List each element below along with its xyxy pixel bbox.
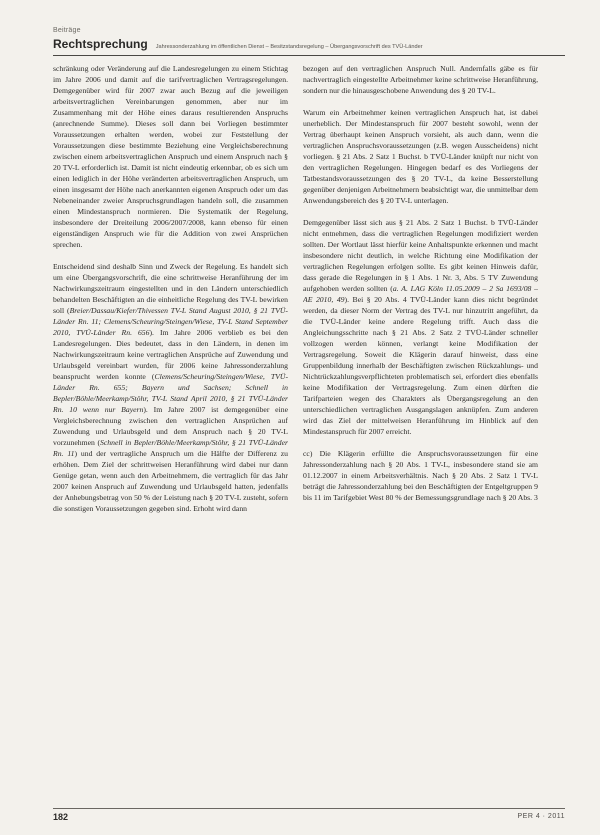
section-kicker: Beiträge (53, 27, 81, 34)
left-p2-text-b: ). Im Jahre 2006 verblieb es bei den Landesregelungen. Dies bedeutet, dass in den Ländern, in denen im Nachwirkungszeitraum keine vertraglichen Ansprüche auf Zuwendung und Urlaubsgeld vereinbart wurden, für 2006 keine Jahressonderzahlung beansprucht werden konnte ( (53, 328, 288, 381)
section-subtitle: Jahressonderzahlung im öffentlichen Dienst – Besitzstandsregelung – Übergangsvorschrift des TVÜ-Länder (155, 44, 423, 50)
left-p2-citation-2: Clemens/Scheuring/Steingen/Wiese, TVÜ-Länder Rn. 655; Bayern und Sachsen; Schnell in Bepler/Böhle/Meerkamp/Stöhr, TV-L Stand April 2010, § 21 TVÜ-Länder Rn. 10 wenn nur Bayern (53, 372, 288, 414)
right-paragraph-1: bezogen auf den vertraglichen Anspruch Null. Andernfalls gäbe es für nachvertraglich eingestellte Arbeitnehmer keine schrittweise Heranführung, sondern nur die hinausgeschobene Anwendung des § 20 TV-L. (303, 64, 538, 95)
left-p2-citation-1: Breier/Dassau/Kiefer/Thivessen TV-L Stand August 2010, § 21 TVÜ-Länder Rn. 11; Clemens/Scheuring/Steingen/Wiese, TV-L Stand September 2010, TVÜ-Länder Rn. 656 (53, 306, 288, 337)
left-p2-text-a: Entscheidend sind deshalb Sinn und Zweck der Regelung. Es handelt sich um eine Übergangsvorschrift, die eine schrittweise Heranführung der im Nachwirkungszeitraum eingestellten und in den Ländern unterschiedlich behandelten Beschäftigten an die einheitliche Regelung des TV-L bewirken soll ( (53, 262, 288, 315)
right-paragraph-3 (303, 217, 538, 437)
right-column (303, 63, 538, 803)
right-p3-text-b: ). Bei § 20 Abs. 4 TVÜ-Länder kann dies nicht begründet werden, da dieser Norm der Vertrag des TV-L nur hinzutritt angeführt, da die TVÜ-Länder keine andere Regelung trifft. Auch dass die Angleichungsschritte nach § 21 Abs. 2 Satz 2 TVÜ-Länder schneller vollzogen werden können, verlangt keine Modifikation der Vertragsregelung. Soweit die Klägerin darauf hinweist, dass eine Gruppenbildung innerhalb der Beschäftigten zwischen Rückzahlungs- und Nichtrückzahlungsverpflichteten problematisch sei, erfordert dies ebenfalls keine Modifikation der Vertragsregelung. Zum einen dürften die Tarifparteien wegen des Charakters als Übergangsregelung an den unterschiedlichen vertraglichen Ausgangslagen anknüpfen. Zum anderen wird das Ziel der mittelweisen Heranführung im Hinblick auf den Mindestanspruch für 2007 erreicht. (303, 295, 538, 436)
right-p3-text-a: Demgegenüber lässt sich aus § 21 Abs. 2 Satz 1 Buchst. b TVÜ-Länder nicht entnehmen, dass die vertraglichen Regelungen modifiziert werden sollten. Der Wortlaut lässt hierfür keine Anhaltspunkte erkennen und macht insbesondere nicht deutlich, in welche Richtung eine Modifikation der vertraglichen Regelungen erfolgen sollte. Es gibt keinen Hinweis dafür, dass gerade die Regelungen in § 1 Abs. 1 Nr. 3, Abs. 5 TV Zuwendung aufgehoben werden sollten ( (303, 218, 538, 293)
section-title: Rechtsprechung (53, 37, 148, 51)
left-paragraph-1: schränkung oder Veränderung auf die Landesregelungen zu einem Stichtag im Jahre 2006 und damit auf die tarifvertraglichen Vertragsregelungen. Demgegenüber wird für 2007 zwar auch Bezug auf die jeweiligen arbeitsvertraglichen Vereinbarungen genommen, aber nur im Zusammenhang mit der Höhe eines daraus resultierenden Anspruchs (anrechnende Summe). Dieses soll dann bei Vorliegen bestimmter Voraussetzungen erhalten werden, wobei zur Feststellung der Voraussetzungen diese bestimmte Beziehung eine Vergleichsberechnung zwischen einem arbeitsvertraglichen Anspruch und einem Anspruch nach § 20 TV-L erforderlich ist. Damit ist nicht eindeutig erkennbar, ob es sich um einen lediglich in der Höhe veränderten arbeitsvertraglichen Anspruch, um einen insgesamt der Höhe nach anerkannten eigenen Anspruch oder um das Nebeneinander zweier Anspruchsgrundlagen handeln soll, die zusammen einen Mindestanspruch normieren. Die Systematik der Regelung, insbesondere der Dreiteilung 2006/2007/2008, kann ebenso für einen eigenständigen Anspruch wie für die Addition von zwei Ansprüchen sprechen. (53, 64, 288, 249)
page-number: 182 (53, 812, 69, 822)
left-p2-text-d: ) und der vertragliche Anspruch um die Hälfte der Differenz zu erhöhen. Dem Ziel der schrittweisen Heranführung wird dabei nur dann Genüge getan, wenn auch den Arbeitnehmern, die vertraglich für das Jahr 2007 keinen Anspruch auf Zuwendung und Urlaubsgeld hatten, jedenfalls der Anhebungsbetrag von 50 % der Leistung nach § 20 TV-L zusteht, sofern die sonstigen Voraussetzungen gegeben sind. Erhoht wird dann (53, 449, 288, 513)
right-paragraph-2: Warum ein Arbeitnehmer keinen vertraglichen Anspruch hat, ist dabei unerheblich. Der Mindestanspruch für 2007 besteht sowohl, wenn der Vertrag überhaupt keinen Anspruch vorsieht, als auch dann, wenn die vertraglichen Anspruchsvoraussetzungen (z.B. wegen Ausscheidens) nicht vorliegen. § 21 Abs. 2 Satz 1 Buchst. b TVÜ-Länder knüpft nur nicht von den vertraglichen Regelungen. Hingegen bedarf es des Vorliegens der Tatbestandsvoraussetzungen des § 20 TV-L, da keine Besserstellung gegenüber denjenigen Arbeitnehmern beabsichtigt war, die unmittelbar dem Anwendungsbereich des § 20 TV-L unterlagen. (303, 108, 538, 205)
footer-rule (53, 808, 565, 809)
left-p2-text-c: ). Im Jahre 2007 ist demgegenüber eine Vergleichsberechnung zwischen den vertraglichen Ansprüchen auf Zuwendung und Urlaubsgeld und dem Anspruch nach § 20 TV-L vorzunehmen ( (53, 405, 288, 447)
right-p3-citation: a. A. LAG Köln 11.05.2009 – 2 Sa 1693/08 – AE 2010, 49 (303, 284, 538, 304)
header-rule (53, 55, 565, 56)
journal-reference: PER 4 · 2011 (517, 813, 565, 820)
left-paragraph-2 (53, 261, 288, 514)
page-header (53, 37, 565, 51)
left-p2-citation-3: Schnell in Bepler/Böhle/Meerkamp/Stöhr, § 21 TVÜ-Länder Rn. 11 (53, 438, 288, 458)
left-column (53, 63, 288, 803)
right-paragraph-4: cc) Die Klägerin erfüllte die Anspruchsvoraussetzungen für eine Jahressonderzahlung nach § 20 Abs. 1 TV-L, insbesondere stand sie am 01.12.2007 in einem Arbeitsverhältnis. Nach § 20 Abs. 2 Satz 1 TV-L beträgt die Jahressonderzahlung bei den Beschäftigten der Entgeltgruppen 9 bis 11 im Tarifgebiet West 80 % der Bemessungsgrundlage nach § 20 Abs. 3 (303, 449, 538, 502)
